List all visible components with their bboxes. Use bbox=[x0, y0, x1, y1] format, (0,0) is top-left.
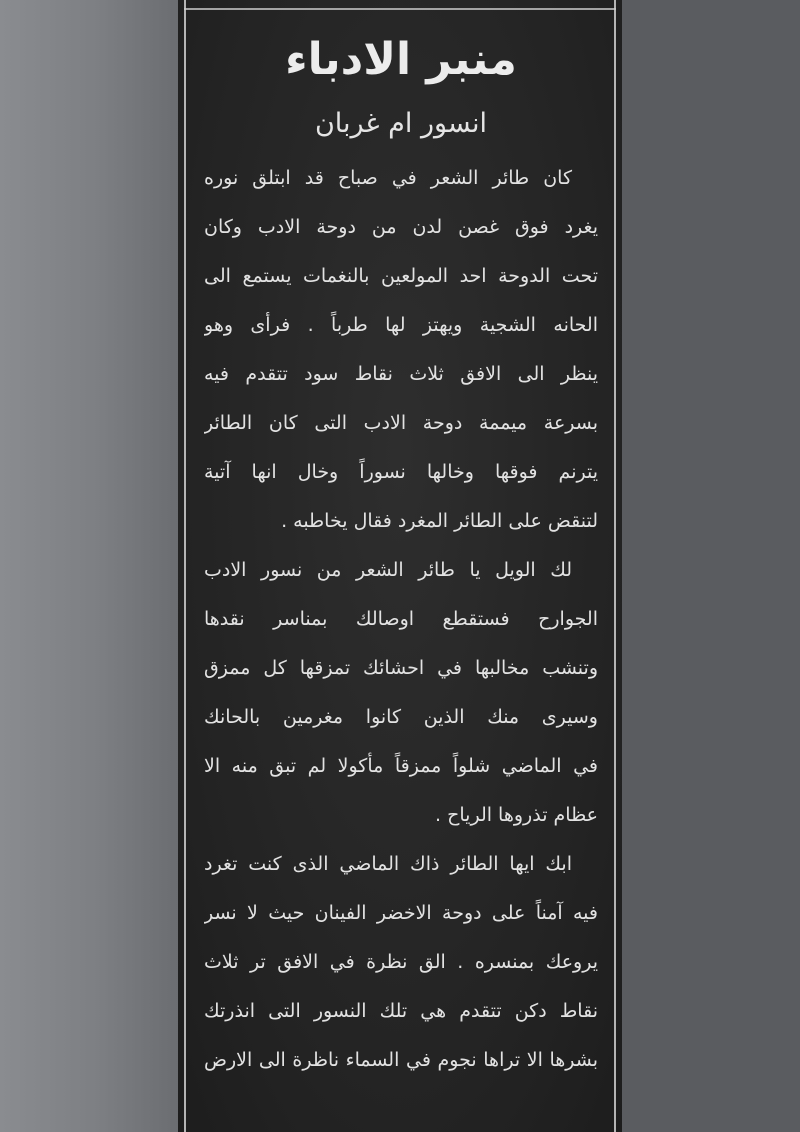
text-line: عظام تذروها الرياح . bbox=[435, 804, 598, 826]
text-line: كان طائر الشعر في صباح قد ابتلق نوره bbox=[204, 167, 572, 189]
text-line: بسرعة ميممة دوحة الادب التى كان الطائر bbox=[204, 412, 598, 434]
article-title: انسور ام غربان bbox=[314, 108, 488, 139]
left-border-rule bbox=[184, 0, 186, 1132]
text-line: بشرها الا تراها نجوم في السماء ناظرة الى الارض bbox=[204, 1049, 598, 1071]
background-right-margin bbox=[622, 0, 800, 1132]
paragraph-2 bbox=[204, 546, 598, 840]
text-line: وتنشب مخالبها في احشائك تمزقها كل ممزق bbox=[204, 657, 598, 679]
text-line: الحانه الشجية ويهتز لها طرباً . فرأى وهو bbox=[204, 314, 598, 336]
top-border-rule bbox=[184, 8, 616, 10]
text-line: في الماضي شلواً ممزقاً مأكولا لم تبق منه الا bbox=[204, 755, 598, 777]
newspaper-clipping bbox=[178, 0, 622, 1132]
article bbox=[204, 26, 598, 1085]
text-line: ابك ايها الطائر ذاك الماضي الذى كنت تغرد bbox=[204, 853, 572, 875]
text-line: نقاط دكن تتقدم هي تلك النسور التى انذرتك bbox=[204, 1000, 598, 1022]
text-line: الجوارح فستقطع اوصالك بمناسر نقدها bbox=[204, 608, 598, 630]
text-line: يروعك بمنسره . الق نظرة في الافق تر ثلاث bbox=[204, 951, 598, 973]
text-line: وسيرى منك الذين كانوا مغرمين بالحانك bbox=[204, 706, 598, 728]
paragraph-3 bbox=[204, 840, 598, 1085]
background-left-margin bbox=[0, 0, 178, 1132]
text-line: لك الويل يا طائر الشعر من نسور الادب bbox=[204, 559, 572, 581]
text-line: يترنم فوقها وخالها نسوراً وخال انها آتية bbox=[204, 461, 598, 483]
text-line: لتنقض على الطائر المغرد فقال يخاطبه . bbox=[281, 510, 598, 532]
text-line: تحت الدوحة احد المولعين بالنغمات يستمع الى bbox=[204, 265, 598, 287]
column-masthead: منبر الادباء bbox=[285, 34, 517, 85]
right-border-rule bbox=[614, 0, 616, 1132]
paragraph-1 bbox=[204, 154, 598, 546]
text-line: يغرد فوق غصن لدن من دوحة الادب وكان bbox=[204, 216, 598, 238]
text-line: فيه آمناً على دوحة الاخضر الفينان حيث لا نسر bbox=[204, 902, 598, 924]
text-line: ينظر الى الافق ثلاث نقاط سود تتقدم فيه bbox=[204, 363, 598, 385]
